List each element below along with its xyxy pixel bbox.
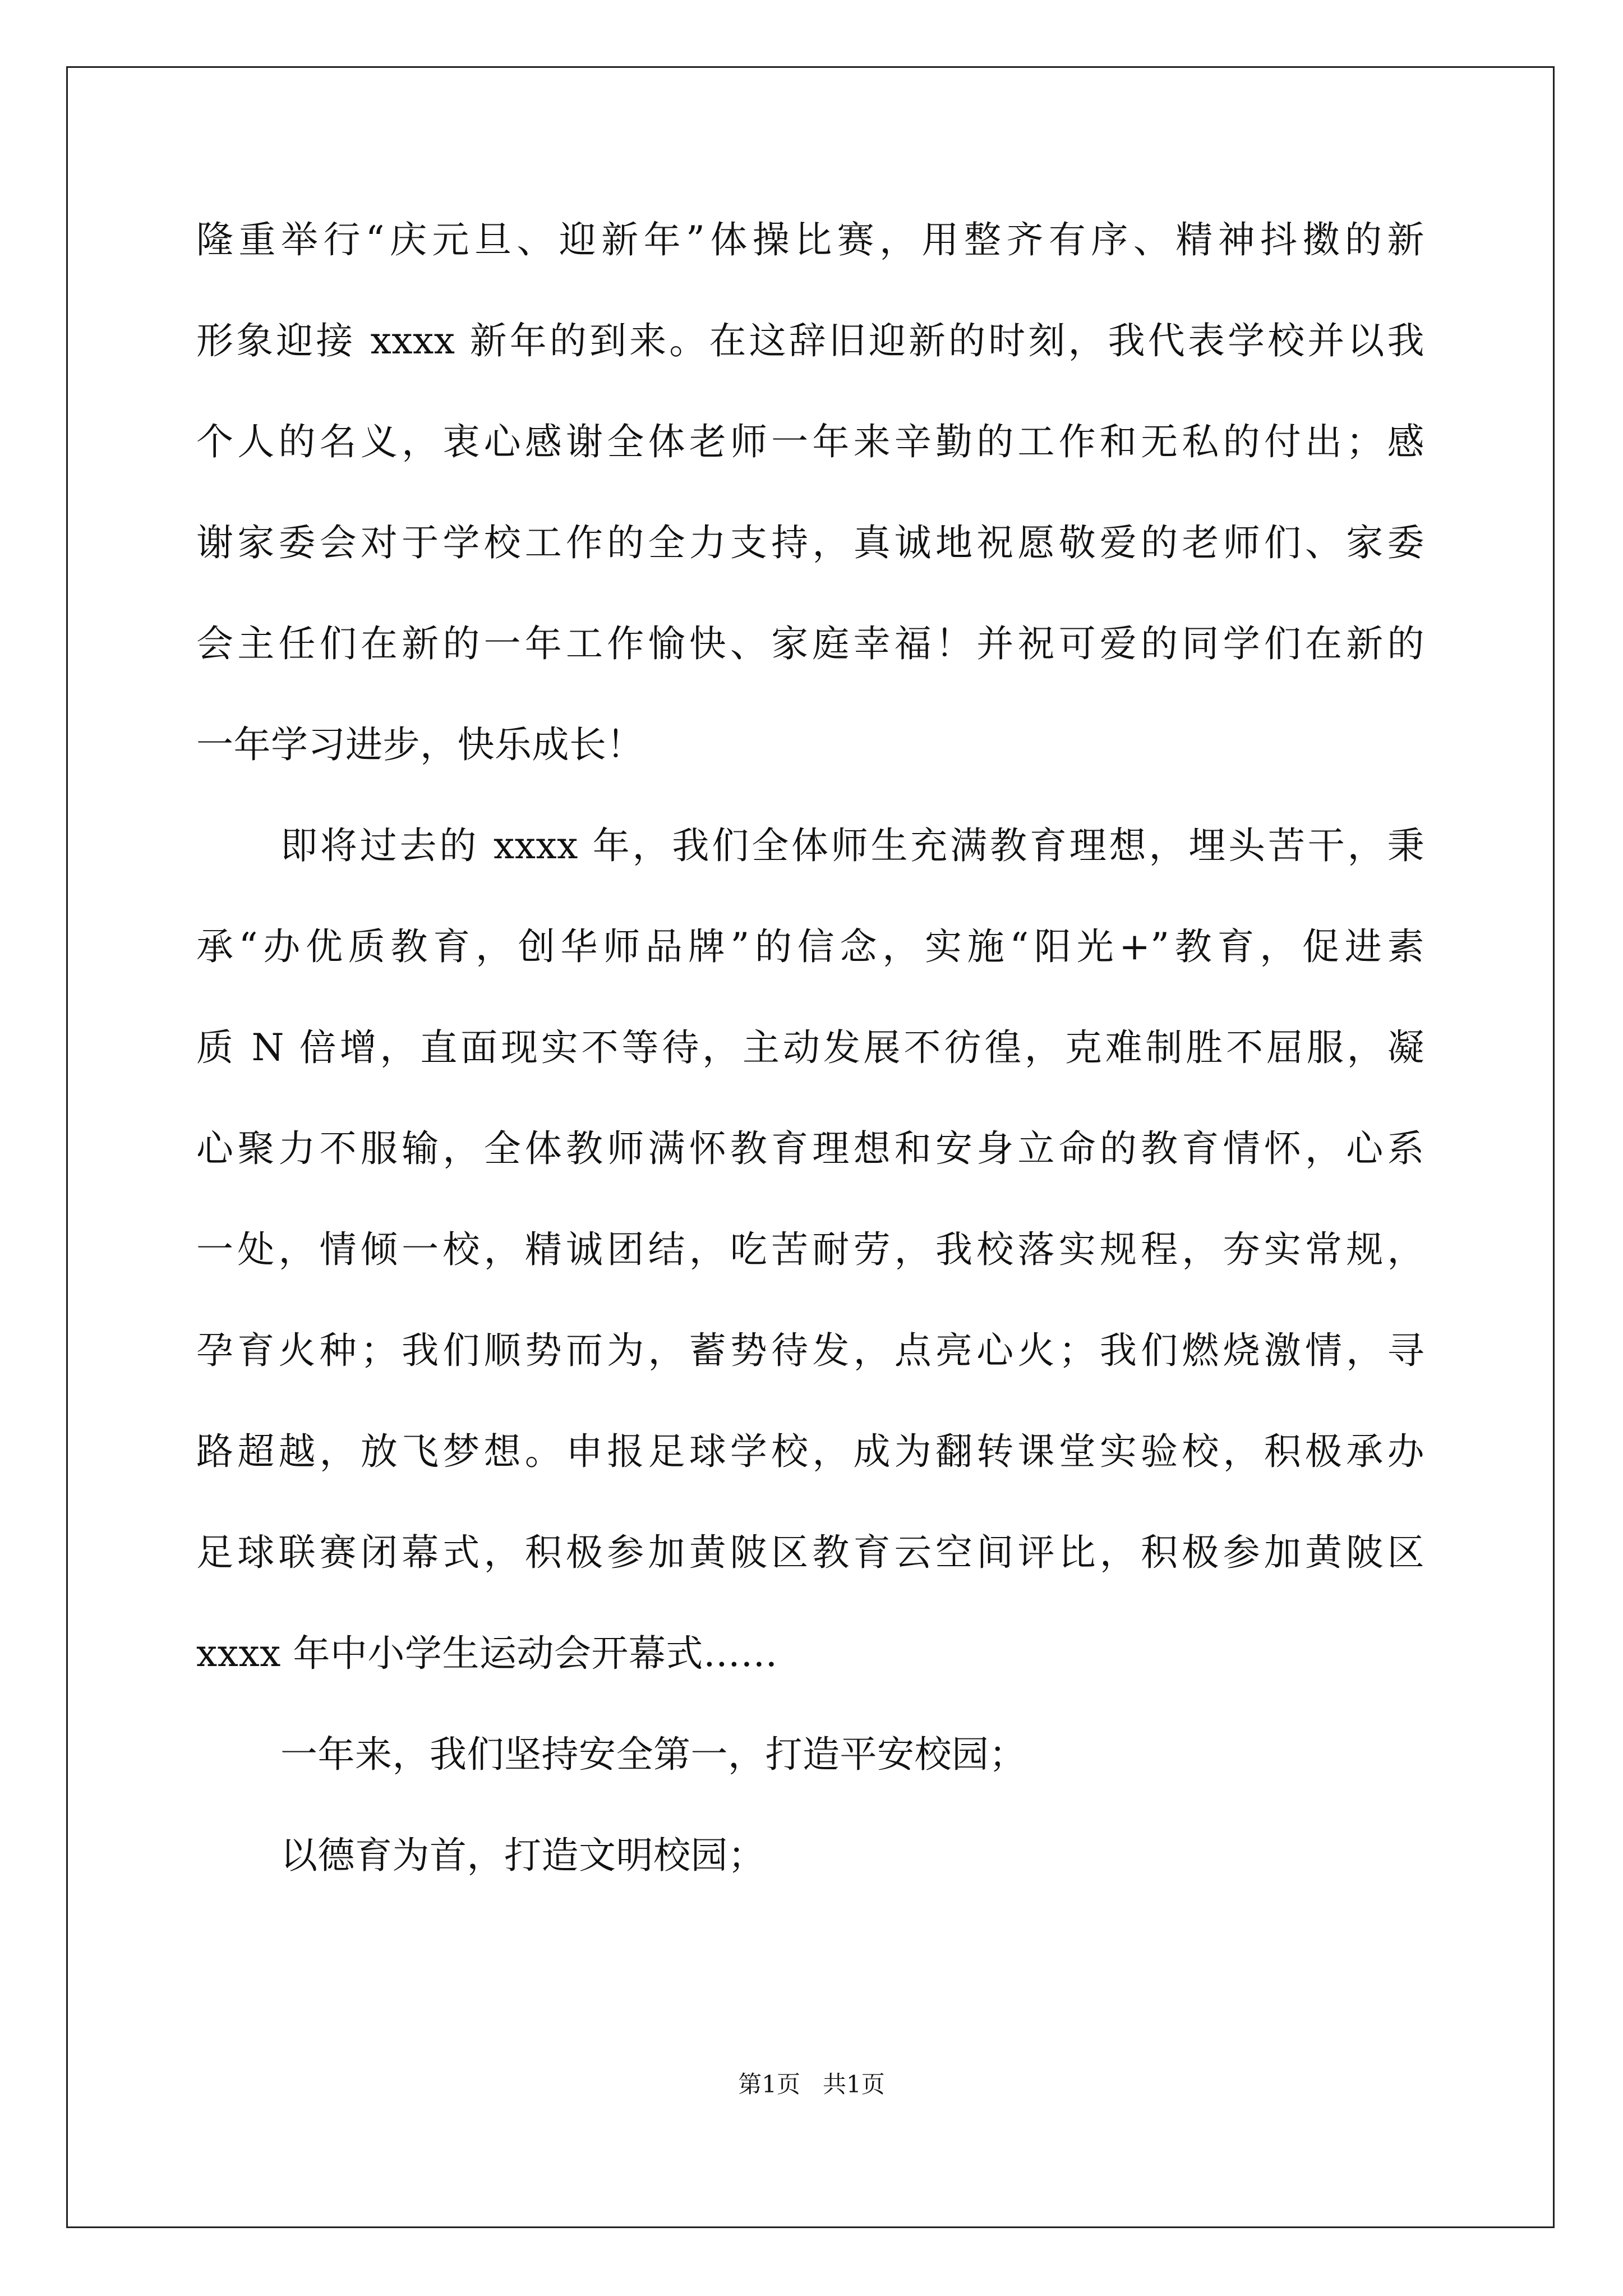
text-line: 隆重举行“庆元旦、迎新年”体操比赛，用整齐有序、精神抖擞的新 [196, 218, 1424, 261]
text-line: 一处，情倾一校，精诚团结，吃苦耐劳，我校落实规程，夯实常规， [196, 1228, 1424, 1271]
text-line: 以德育为首，打造文明校园； [280, 1834, 766, 1877]
text-line: 会主任们在新的一年工作愉快、家庭幸福！并祝可爱的同学们在新的 [196, 622, 1424, 665]
text-line: 心聚力不服输，全体教师满怀教育理想和安身立命的教育情怀，心系 [196, 1127, 1424, 1170]
text-line: 谢家委会对于学校工作的全力支持，真诚地祝愿敬爱的老师们、家委 [196, 521, 1424, 564]
text-line: 个人的名义，衷心感谢全体老师一年来辛勤的工作和无私的付出；感 [196, 420, 1424, 463]
text-line: 即将过去的 xxxx 年，我们全体师生充满教育理想，埋头苦干，秉 [280, 824, 1424, 867]
text-line: xxxx 年中小学生运动会开幕式…… [196, 1632, 778, 1675]
text-line: 路超越，放飞梦想。申报足球学校，成为翻转课堂实验校，积极承办 [196, 1430, 1424, 1473]
text-line: 质 N 倍增，直面现实不等待，主动发展不彷徨，克难制胜不屈服，凝 [196, 1026, 1424, 1069]
text-line: 足球联赛闭幕式，积极参加黄陂区教育云空间评比，积极参加黄陂区 [196, 1531, 1424, 1574]
text-line: 一年来，我们坚持安全第一，打造平安校园； [280, 1733, 1026, 1776]
page-footer: 第1页 共1页 [738, 2070, 885, 2098]
text-line: 孕育火种；我们顺势而为，蓄势待发，点亮心火；我们燃烧激情，寻 [196, 1329, 1424, 1372]
text-line: 一年学习进步，快乐成长！ [196, 723, 644, 766]
text-line: 承“办优质教育，创华师品牌”的信念，实施“阳光+”教育，促进素 [196, 925, 1424, 968]
text-line: 形象迎接 xxxx 新年的到来。在这辞旧迎新的时刻，我代表学校并以我 [196, 319, 1424, 362]
